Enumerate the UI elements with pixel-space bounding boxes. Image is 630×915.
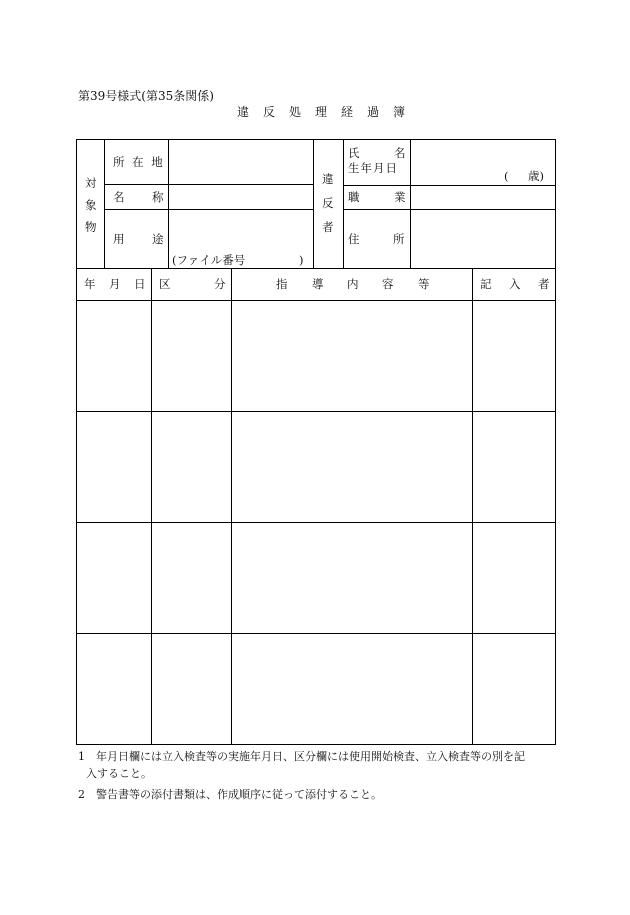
violator-side-char: 反 <box>322 196 334 210</box>
file-number-close: ) <box>299 253 304 267</box>
target-side-char: 対 <box>85 176 97 190</box>
note-2: 2 警告書等の添付書類は、作成順序に従って添付すること。 <box>78 788 382 801</box>
record-row-divider <box>76 522 556 523</box>
file-number-label: (ファイル番号 <box>172 253 246 267</box>
column-recorder-char: 記 <box>480 277 492 291</box>
record-row-divider <box>76 633 556 634</box>
page-title: 違 反 処 理 経 過 簿 <box>237 105 407 119</box>
target-name-label-1: 名 <box>113 190 125 204</box>
target-address-label: 所 在 地 <box>113 155 165 169</box>
violator-occupation-label-2: 業 <box>394 190 406 204</box>
target-side-char: 象 <box>85 198 97 212</box>
column-guidance-char: 導 <box>312 277 324 291</box>
column-date-char: 日 <box>134 277 146 291</box>
note-1: 1 年月日欄には立入検査等の実施年月日、区分欄には使用開始検査、立入検査等の別を記 <box>78 750 525 763</box>
violator-birth-label: 生年月日 <box>348 161 398 175</box>
age-open: ( <box>504 169 509 183</box>
target-side-char: 物 <box>85 220 97 234</box>
violator-address-label-2: 所 <box>393 232 405 246</box>
age-label: 歳) <box>528 169 544 183</box>
violator-address-label-1: 住 <box>348 232 360 246</box>
record-row-divider <box>76 411 556 412</box>
violator-name-label-1: 氏 <box>348 146 360 160</box>
form-number: 第39号様式(第35条関係) <box>78 89 214 103</box>
note-1-continued: 入すること。 <box>86 767 152 780</box>
column-category-char: 区 <box>159 277 171 291</box>
violator-name-label-2: 名 <box>394 146 406 160</box>
target-use-label-2: 途 <box>152 232 164 246</box>
column-date-char: 年 <box>84 277 96 291</box>
violator-side-char: 違 <box>322 172 334 186</box>
column-guidance-char: 容 <box>382 277 394 291</box>
violator-occupation-label-1: 職 <box>348 190 360 204</box>
column-guidance-char: 内 <box>347 277 359 291</box>
column-recorder-char: 者 <box>538 277 550 291</box>
column-guidance-char: 等 <box>418 277 430 291</box>
target-name-label-2: 称 <box>152 190 164 204</box>
column-date-char: 月 <box>109 277 121 291</box>
violator-side-char: 者 <box>322 220 334 234</box>
column-recorder-char: 入 <box>509 277 521 291</box>
target-use-label-1: 用 <box>113 232 125 246</box>
column-category-char: 分 <box>214 277 226 291</box>
column-guidance-char: 指 <box>276 277 288 291</box>
